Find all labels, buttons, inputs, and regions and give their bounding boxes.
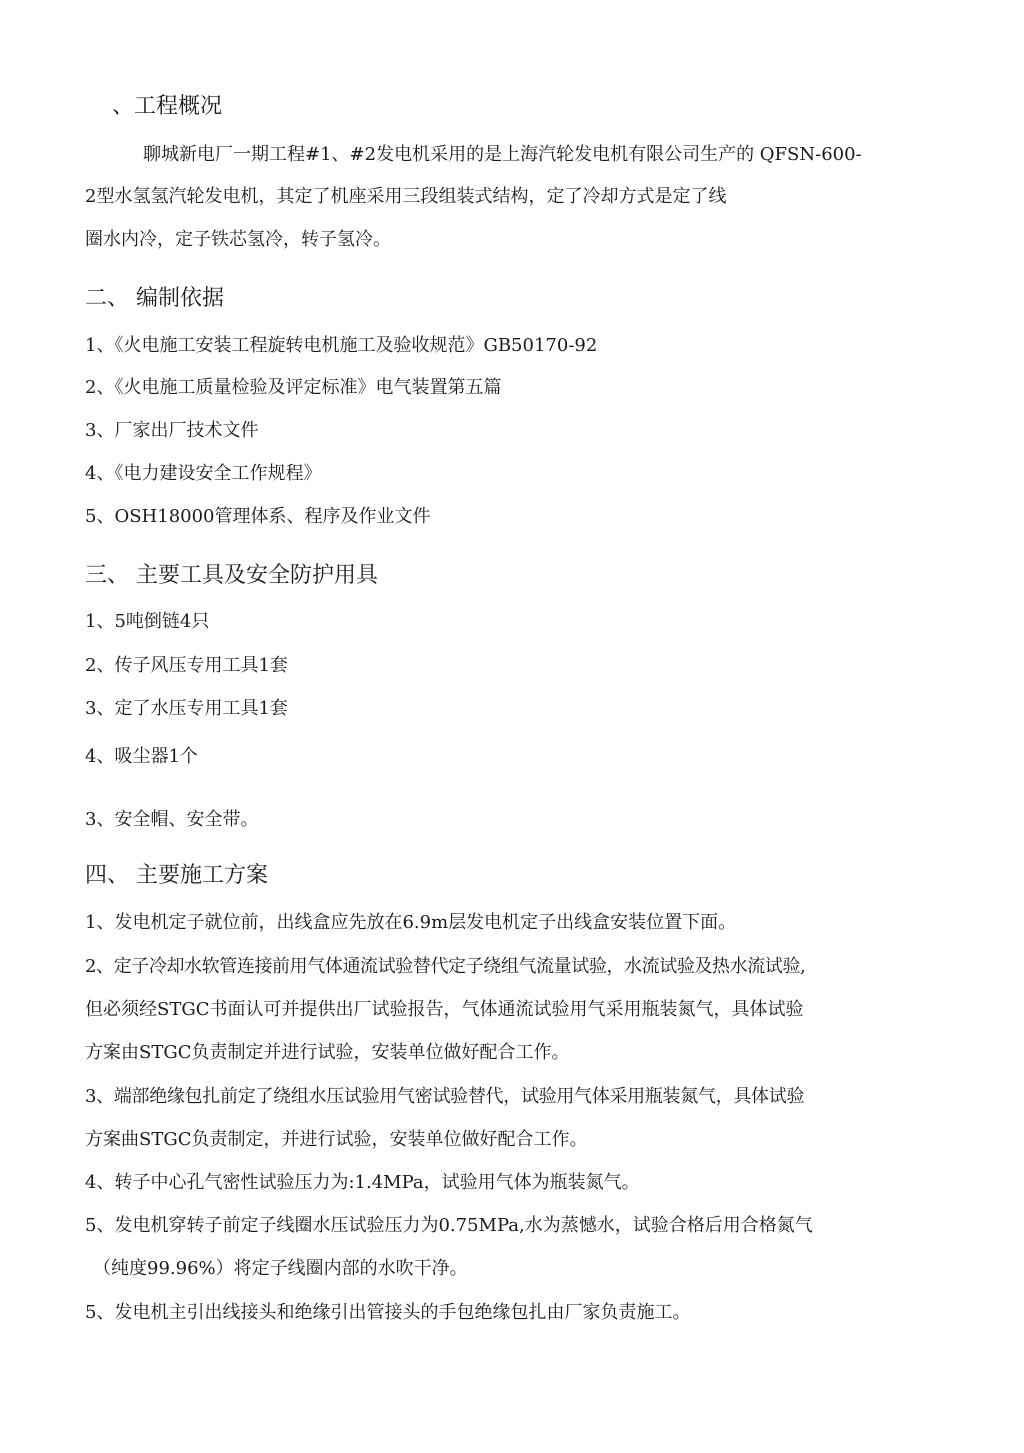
- section-heading-plan: 四、 主要施工方案: [85, 863, 268, 888]
- list-item: 4、吸尘器1个: [85, 746, 198, 767]
- paragraph-line: 方案由STGC负责制定并进行试验，安装单位做好配合工作。: [85, 1042, 570, 1063]
- paragraph-line: 5、发电机穿转子前定子线圈水压试验压力为0.75MPa,水为蒸憾水，试验合格后用合格氮气: [85, 1215, 813, 1236]
- list-item: 3、定了水压专用工具1套: [85, 698, 288, 719]
- section-heading-basis: 二、 编制依据: [85, 286, 224, 311]
- list-item: 2、《火电施工质量检验及评定标准》电气装置第五篇: [85, 377, 502, 398]
- paragraph-line: 3、端部绝缘包扎前定了绕组水压试验用气密试验替代，试验用气体采用瓶装氮气，具体试验: [85, 1086, 805, 1107]
- list-item: 4、《电力建设安全工作规程》: [85, 463, 322, 484]
- list-item: 2、传子风压专用工具1套: [85, 655, 288, 676]
- paragraph-line: 方案曲STGC负责制定，并进行试验，安装单位做好配合工作。: [85, 1129, 588, 1150]
- paragraph-line: 1、发电机定子就位前，出线盒应先放在6.9m层发电机定子出线盒安装位置下面。: [85, 912, 737, 933]
- list-item: 3、厂家出厂技术文件: [85, 420, 259, 441]
- paragraph-line: 5、发电机主引出线接头和绝缘引出管接头的手包绝缘包扎由厂家负责施工。: [85, 1302, 691, 1323]
- list-item: 3、安全帽、安全带。: [85, 809, 259, 830]
- section-heading-overview: 、工程概况: [112, 94, 223, 119]
- list-item: 1、《火电施工安装工程旋转电机施工及验收规范》GB50170-92: [85, 335, 598, 356]
- list-item: 1、5吨倒链4只: [85, 611, 210, 632]
- paragraph-line: 但必须经STGC书面认可并提供出厂试验报告，气体通流试验用气采用瓶装氮气，具体试验: [85, 999, 804, 1020]
- paragraph-line: 圈水内冷，定子铁芯氢冷，转子氢冷。: [85, 229, 391, 250]
- paragraph-line: 4、转子中心孔气密性试验压力为:1.4MPa，试验用气体为瓶装氮气。: [85, 1172, 640, 1193]
- paragraph-line: 2、定子冷却水软管连接前用气体通流试验替代定子绕组气流量试验，水流试验及热水流试验,: [85, 956, 806, 977]
- list-item: 5、OSH18000管理体系、程序及作业文件: [85, 506, 431, 527]
- paragraph-line: 2型水氢氢汽轮发电机，其定了机座采用三段组装式结构，定了冷却方式是定了线: [85, 186, 727, 207]
- section-heading-tools: 三、 主要工具及安全防护用具: [85, 563, 378, 588]
- paragraph-line: 聊城新电厂一期工程#1、#2发电机采用的是上海汽轮发电机有限公司生产的 QFSN-600-: [143, 144, 862, 165]
- paragraph-line: （纯度99.96%）将定子线圈内部的水吹干净。: [93, 1258, 468, 1279]
